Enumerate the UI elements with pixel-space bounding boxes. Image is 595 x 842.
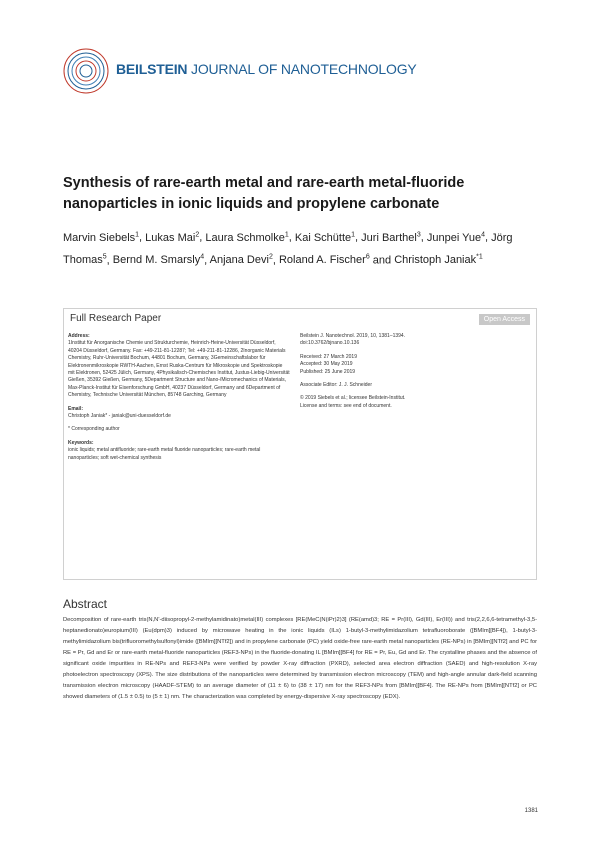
- author-name[interactable]: Kai Schütte$^1$: [294, 231, 356, 244]
- page-number: 1381: [524, 808, 538, 814]
- license-link[interactable]: License and terms: see end of document.: [300, 402, 392, 409]
- author-affiliation: 4: [200, 253, 205, 261]
- author-joiner: and: [369, 254, 395, 267]
- journal-name-bold: BEILSTEIN: [116, 61, 188, 77]
- author-separator: ,: [204, 254, 210, 267]
- journal-name: [116, 61, 417, 77]
- author-affiliation: 6: [365, 253, 370, 261]
- author-separator: ,: [288, 231, 295, 244]
- author-name[interactable]: Junpei Yue$^4$: [426, 231, 485, 244]
- keywords-label: Keywords:: [68, 439, 94, 446]
- journal-name-rest: JOURNAL OF NANOTECHNOLOGY: [187, 61, 417, 77]
- author-affiliation: 1: [135, 231, 140, 238]
- author-name[interactable]: Lukas Mai$^2$: [145, 231, 200, 244]
- author-separator: ,: [199, 231, 206, 244]
- author-name[interactable]: Laura Schmolke$^1$: [205, 231, 289, 244]
- author-name[interactable]: Anjana Devi$^2$: [209, 253, 273, 267]
- info-box-header: [64, 309, 536, 329]
- abstract-heading: Abstract: [63, 597, 108, 611]
- author-affiliation: 2: [268, 253, 273, 261]
- author-name[interactable]: Jörg Thomas$^5$: [63, 231, 513, 267]
- email-link[interactable]: Christoph Janiak* - janiak@uni-duesseldorf.de: [68, 413, 171, 420]
- license-block: [300, 395, 530, 410]
- author-name[interactable]: Roland A. Fischer$^6$: [278, 253, 370, 267]
- info-right-column: [300, 333, 530, 416]
- beilstein-logo-icon: [62, 47, 110, 95]
- author-affiliation: 1: [351, 231, 356, 238]
- info-left-column: [68, 333, 290, 468]
- author-name[interactable]: Marvin Siebels$^1$: [63, 231, 140, 244]
- author-affiliation: 5: [102, 253, 107, 261]
- open-access-badge[interactable]: Open Access: [479, 314, 530, 325]
- section-label: Full Research Paper: [70, 313, 162, 324]
- author-separator: ,: [139, 231, 146, 244]
- author-affiliation: 4: [481, 231, 485, 238]
- email-block: [68, 406, 290, 421]
- published-date: Published: 25 June 2019: [300, 368, 356, 375]
- author-affiliation: 1: [284, 231, 289, 238]
- author-affiliation: 3: [416, 231, 421, 238]
- author-separator: ,: [106, 254, 113, 267]
- keywords-block: [68, 440, 290, 462]
- author-separator: ,: [272, 254, 279, 267]
- citation-block: [300, 333, 530, 348]
- address-block: [68, 333, 290, 400]
- abstract-text: Decomposition of rare-earth tris(N,N'-diisopropyl-2-methylamidinato)metal(III) complexes [RE(MeC(N(iPr)2)3] (RE(amd)3; RE = Pr(III), Gd(III), Er(III)) and tris(2,2,6,6-tetramethyl-3,5-heptanedionato)europium(III) (Eu(dpm)3) induced by microwave heating in the ionic liquids (ILs) 1-butyl-3-methylimidazolium tetrafluoroborate ([BMIm][BF4]), 1-butyl-3-methylimidazolium bis(trifluoromethylsulfonyl)imide ([BMIm][NTf2]) and in propylene carbonate (PC) yield oxide-free rare-earth metal nanoparticles (RE-NPs) in [BMIm][NTf2] and PC for RE = Pr, Gd and Er or rare-earth metal-fluoride nanoparticles (REF3-NPs) in the fluoride-donating IL [BMIm][BF4] for RE = Pr, Eu, Gd and Er. The crystalline phases and the absence of significant oxide impurities in RE-NPs and REF3-NPs were verified by powder X-ray diffraction (PXRD), selected area electron diffraction (SAED) and high-resolution X-ray photoelectron spectroscopy (XPS). The size distributions of the nanoparticles were determined by transmission electron microscopy (TEM) and high-angle annular dark-field scanning transmission electron microscopy (HAADF-STEM) to an average diameter of (11 ± 6) to (38 ± 17) nm for the REF3-NPs from [BMIm][BF4]. The RE-NPs from [BMIm][NTf2] or PC showed diameters of (1.5 ± 0.5) to (5 ± 1) nm. The characterization was completed by energy-dispersive X-ray spectroscopy (EDX).: [63, 617, 537, 700]
- keywords-text: ionic liquids; metal antifluoride; rare-earth metal fluoride nanoparticles; rare-earth metal nanoparticles; soft wet-chemical synthesis: [68, 447, 261, 461]
- author-affiliation: *1: [476, 253, 483, 261]
- author-affiliation: 2: [195, 231, 200, 238]
- citation-text: Beilstein J. Nanotechnol. 2019, 10, 1381–1394.: [300, 333, 406, 339]
- address-text: 1Institut für Anorganische Chemie und Strukturchemie, Heinrich-Heine-Universität Düsseldorf, 40204 Düsseldorf, Germany. Fax: +49-211-81-12287; Tel: +49-211-81-12286, 2Inorganic Materials Chemistry, Ruhr-Universität Bochum, 44801 Bochum, Germany, 3Gemeinschaftslabor für Elektronenmikroskopie RWTH-Aachen, Ernst Ruska-Centrum für Mikroskopie und Spektroskopie mit Elektronen, 52425 Jülich, Germany, 4Physikalisch-Chemisches Institut, Justus-Liebig-Universität Gießen, 35392 Gießen, Germany, 5Department Structure and Nano-/Micromechanics of Materials, Max-Planck-Institut für Eisenforschung GmbH, 40237 Düsseldorf, Germany and 6Department of Chemistry, Technische Universität München, 85748 Garching, Germany: [68, 340, 290, 399]
- doi-link[interactable]: doi:10.3762/bjnano.10.136: [300, 340, 360, 347]
- author-name[interactable]: Juri Barthel$^3$: [361, 231, 421, 244]
- article-title: Synthesis of rare-earth metal and rare-earth metal-fluoride nanoparticles in ionic liquids and propylene carbonate: [63, 175, 465, 212]
- author-name[interactable]: Christoph Janiak$^{*1}$: [394, 253, 483, 267]
- accepted-date: Accepted: 30 May 2019: [300, 361, 353, 368]
- address-label: Address:: [68, 333, 90, 339]
- author-list: [63, 225, 543, 270]
- author-separator: ,: [485, 231, 492, 244]
- corresponding-note: * Corresponding author: [68, 426, 120, 433]
- author-separator: ,: [420, 231, 427, 244]
- editor-block: Associate Editor: J. J. Schneider: [300, 382, 372, 389]
- author-separator: ,: [355, 231, 362, 244]
- email-label: Email:: [68, 405, 84, 412]
- dates-block: [300, 354, 530, 376]
- article-info-box: [63, 308, 537, 580]
- received-date: Received: 27 March 2019: [300, 353, 357, 360]
- copyright-text: © 2019 Siebels et al.; licensee Beilstein-Institut.: [300, 395, 406, 402]
- author-name[interactable]: Bernd M. Smarsly$^4$: [112, 253, 205, 267]
